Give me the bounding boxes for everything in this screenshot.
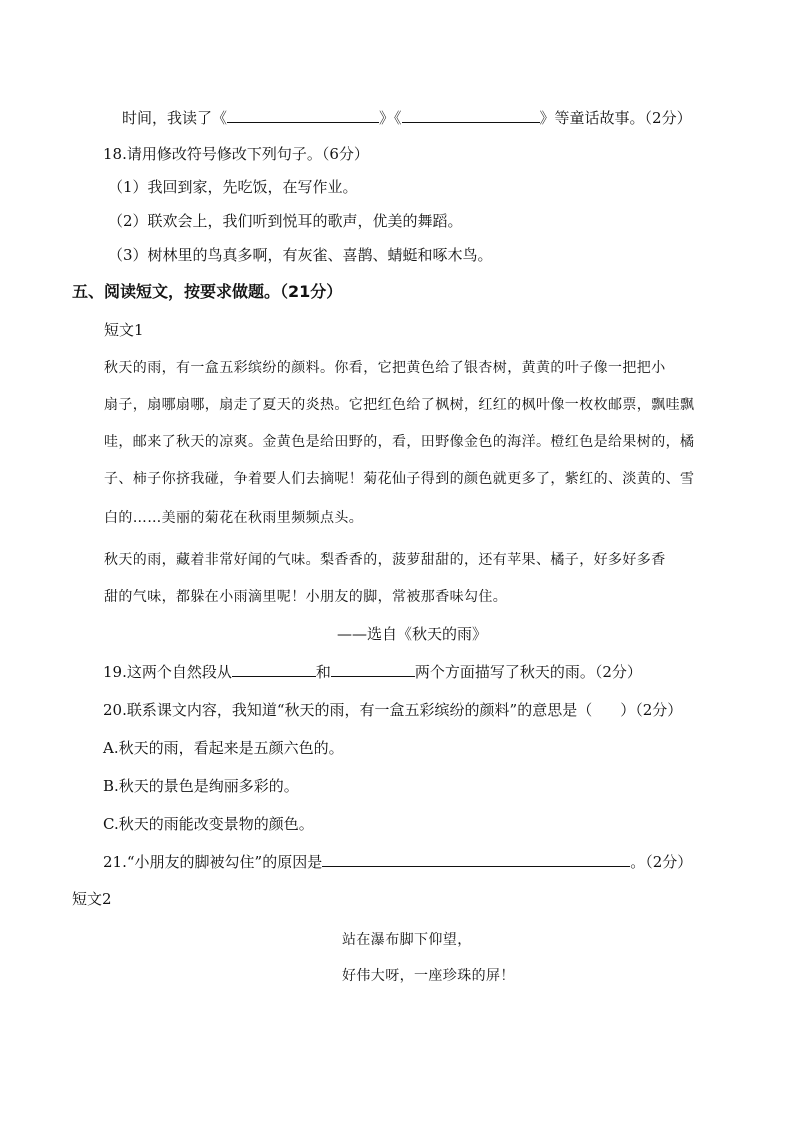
q20-stem bbox=[103, 700, 682, 720]
passage1-source: ——选自《秋天的雨》 bbox=[336, 625, 487, 643]
q21-blank[interactable] bbox=[322, 852, 630, 867]
q19-blank-2[interactable] bbox=[331, 662, 415, 677]
q21-suffix: 。（2分） bbox=[630, 853, 693, 871]
passage1-line-7: 甜的气味，都躲在小雨滴里呢！小朋友的脚，常被那香味勾住。 bbox=[104, 589, 508, 605]
q19-suffix: 两个方面描写了秋天的雨。（2分） bbox=[414, 663, 642, 681]
q17-continuation bbox=[122, 108, 692, 128]
q20-option-c: C.秋天的雨能改变景物的颜色。 bbox=[103, 815, 314, 833]
q20-stem-end: ）（2分） bbox=[620, 701, 683, 719]
passage1-line-3: 哇，邮来了秋天的凉爽。金黄色是给田野的，看，田野像金色的海洋。橙红色是给果树的，橘 bbox=[104, 434, 695, 450]
q18-item-3: （3）树林里的鸟真多啊，有灰雀、喜鹊、蜻蜓和啄木鸟。 bbox=[108, 246, 493, 264]
q19-prefix: 19.这两个自然段从 bbox=[103, 663, 232, 681]
q20-stem-text: 20.联系课文内容，我知道“秋天的雨，有一盒五彩缤纷的颜料”的意思是（ bbox=[103, 701, 593, 719]
q21-prefix: 21.“小朋友的脚被勾住”的原因是 bbox=[103, 853, 323, 871]
q17-blank-1[interactable] bbox=[227, 108, 379, 123]
passage1-label: 短文1 bbox=[104, 321, 144, 339]
q19 bbox=[103, 662, 642, 682]
q20-option-b: B.秋天的景色是绚丽多彩的。 bbox=[103, 777, 299, 795]
passage1-line-5: 白的……美丽的菊花在秋雨里频频点头。 bbox=[104, 510, 364, 526]
q17-suffix: 》等童话故事。（2分） bbox=[539, 109, 692, 127]
passage2-line-2: 好伟大呀，一座珍珠的屏！ bbox=[342, 968, 515, 984]
passage2-label: 短文2 bbox=[72, 890, 112, 908]
q17-mid: 》《 bbox=[379, 109, 402, 127]
passage1-line-2: 扇子，扇哪扇哪，扇走了夏天的炎热。它把红色给了枫树，红红的枫叶像一枚枚邮票，飘哇飘 bbox=[104, 397, 695, 413]
q18-stem: 18.请用修改符号修改下列句子。（6分） bbox=[103, 145, 369, 163]
passage2-line-1: 站在瀑布脚下仰望， bbox=[342, 932, 472, 948]
q21 bbox=[103, 852, 692, 872]
q18-item-1: （1）我回到家，先吃饭，在写作业。 bbox=[108, 178, 358, 196]
passage1-line-6: 秋天的雨，藏着非常好闻的气味。梨香香的，菠萝甜甜的，还有苹果、橘子，好多好多香 bbox=[104, 552, 666, 568]
section-heading: 五、阅读短文，按要求做题。（21分） bbox=[72, 282, 343, 301]
q20-option-a: A.秋天的雨，看起来是五颜六色的。 bbox=[103, 739, 344, 757]
q19-blank-1[interactable] bbox=[232, 662, 316, 677]
q19-mid: 和 bbox=[315, 663, 331, 681]
q18-item-2: （2）联欢会上，我们听到悦耳的歌声，优美的舞蹈。 bbox=[108, 212, 463, 230]
q17-prefix: 时间，我读了《 bbox=[122, 109, 228, 127]
passage1-line-4: 子、柿子你挤我碰，争着要人们去摘呢！菊花仙子得到的颜色就更多了，紫红的、淡黄的、雪 bbox=[104, 471, 695, 487]
passage1-line-1: 秋天的雨，有一盒五彩缤纷的颜料。你看，它把黄色给了银杏树，黄黄的叶子像一把把小 bbox=[104, 360, 666, 376]
q17-blank-2[interactable] bbox=[402, 108, 540, 123]
